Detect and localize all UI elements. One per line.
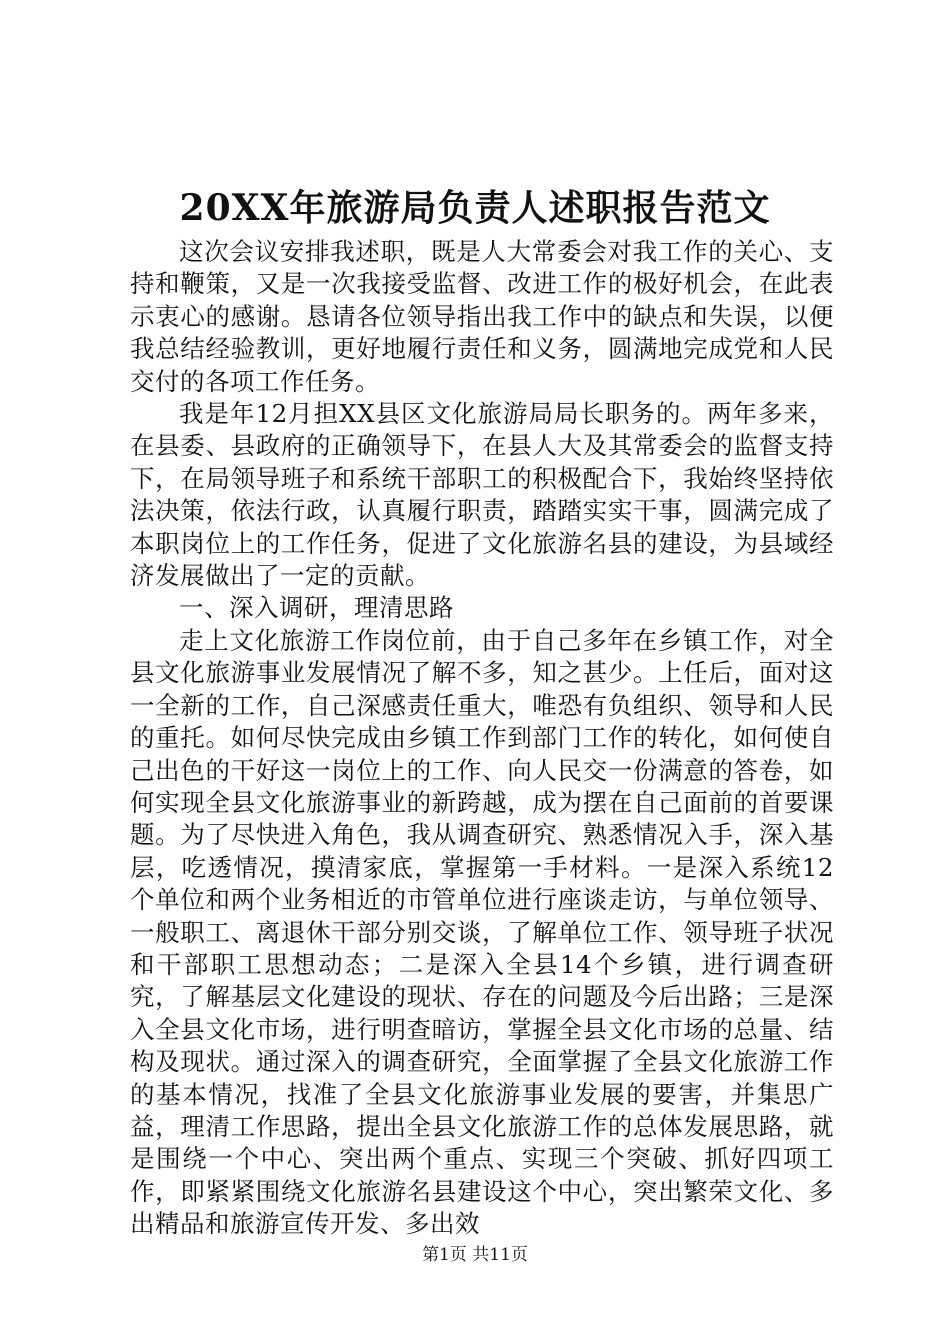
page-footer: 第1页 共11页 <box>422 1245 528 1265</box>
paragraph: 这次会议安排我述职，既是人大常委会对我工作的关心、支持和鞭策，又是一次我接受监督、改进工作的极好机会，在此表示衷心的感谢。恳请各位领导指出我工作中的缺点和失误，以便我总结经验教训，更好地履行责任和义务，圆满地完成党和人民交付的各项工作任务。 <box>130 237 834 396</box>
paragraph: 我是年12月担XX县区文化旅游局局长职务的。两年多来，在县委、县政府的正确领导下，在县人大及其常委会的监督支持下，在局领导班子和系统干部职工的积极配合下，我始终坚持依法决策，依法行政，认真履行职责，踏踏实实干事，圆满完成了本职岗位上的工作任务，促进了文化旅游名县的建设，为县域经济发展做出了一定的贡献。 <box>130 399 834 591</box>
section-heading: 一、深入调研，理清思路 <box>179 593 454 623</box>
document-title: 20XX年旅游局负责人述职报告范文 <box>179 187 771 229</box>
document-body <box>130 236 834 1241</box>
paragraph: 走上文化旅游工作岗位前，由于自己多年在乡镇工作，对全县文化旅游事业发展情况了解不多，知之甚少。上任后，面对这一全新的工作，自己深感责任重大，唯恐有负组织、领导和人民的重托。如何尽快完成由乡镇工作到部门工作的转化，如何使自己出色的干好这一岗位上的工作、向人民交一份满意的答卷，如何实现全县文化旅游事业的新跨越，成为摆在自己面前的首要课题。为了尽快进入角色，我从调查研究、熟悉情况入手，深入基层，吃透情况，摸清家底，掌握第一手材料。一是深入系统12个单位和两个业务相近的市管单位进行座谈走访，与单位领导、一般职工、离退休干部分别交谈，了解单位工作、领导班子状况和干部职工思想动态；二是深入全县14个乡镇，进行调查研究，了解基层文化建设的现状、存在的问题及今后出路；三是深入全县文化市场，进行明查暗访，掌握全县文化市场的总量、结构及现状。通过深入的调查研究，全面掌握了全县文化旅游工作的基本情况，找准了全县文化旅游事业发展的要害，并集思广益，理清工作思路，提出全县文化旅游工作的总体发展思路，就是围绕一个中心、突出两个重点、实现三个突破、抓好四项工作，即紧紧围绕文化旅游名县建设这个中心，突出繁荣文化、多出精品和旅游宣传开发、多出效 <box>130 625 834 1239</box>
